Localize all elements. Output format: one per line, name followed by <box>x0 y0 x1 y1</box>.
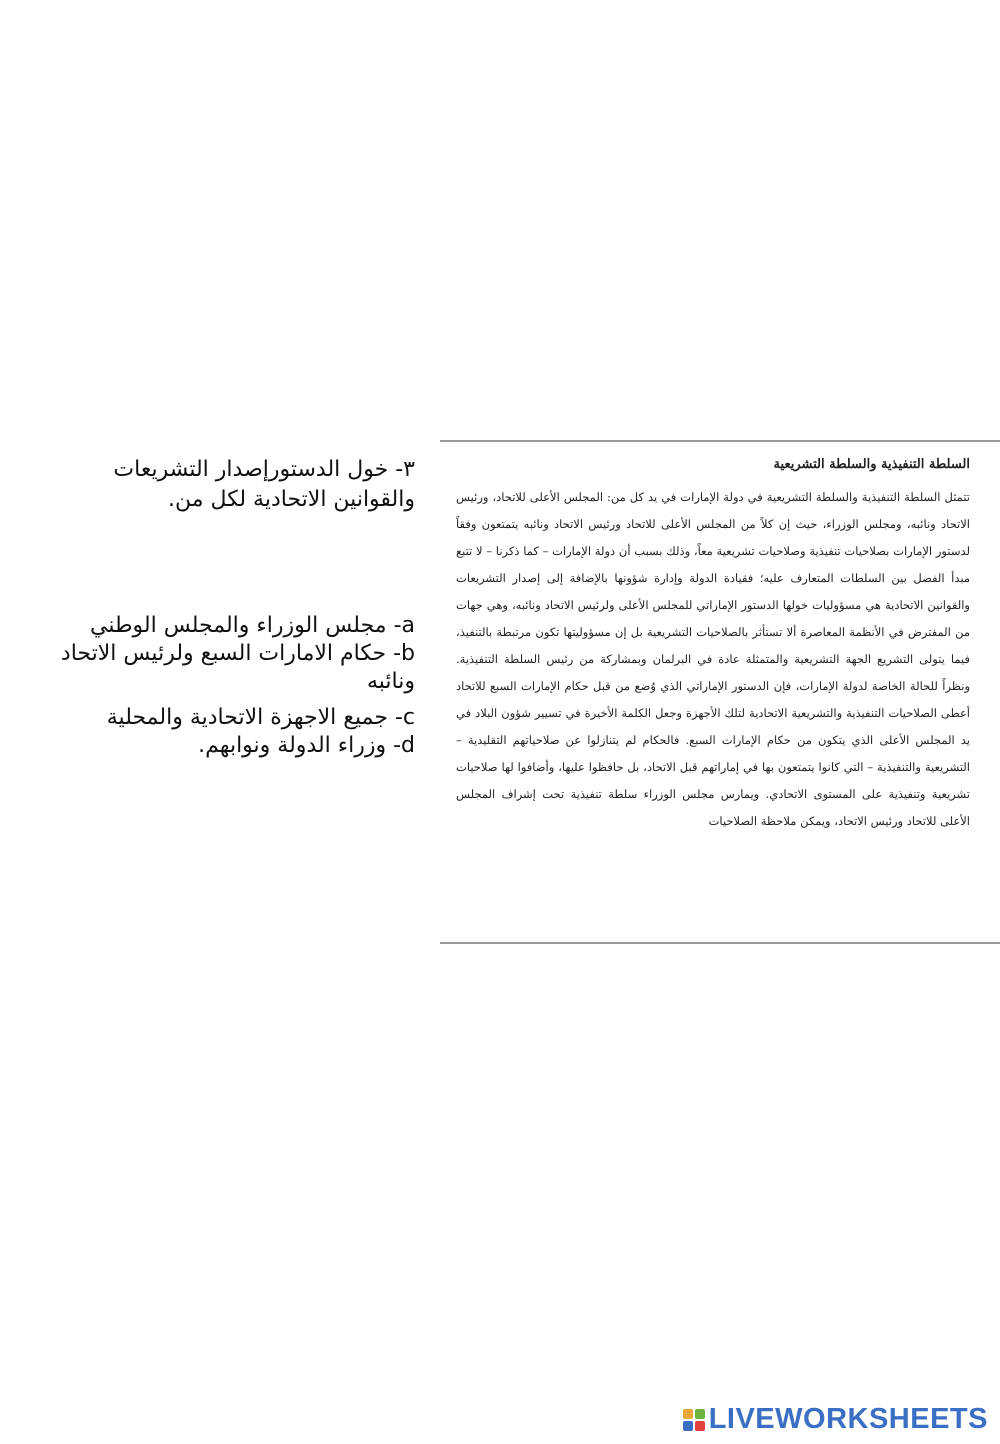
logo-tile <box>695 1421 705 1431</box>
logo-tile <box>683 1421 693 1431</box>
option-b[interactable]: b- حكام الامارات السبع ولرئيس الاتحاد ونائبه <box>60 641 415 694</box>
option-a[interactable]: a- مجلس الوزراء والمجلس الوطني <box>90 613 415 638</box>
excerpt-content <box>456 454 970 835</box>
question-title: ٣- خول الدستورإصدار التشريعات والقوانين الاتحادية لكل من. <box>113 457 415 512</box>
question-block <box>30 455 415 515</box>
option-d[interactable]: d- وزراء الدولة ونوابهم. <box>198 733 415 758</box>
excerpt-title: السلطة التنفيذية والسلطة التشريعية <box>773 457 970 472</box>
brand-name: LIVEWORKSHEETS <box>708 1403 988 1435</box>
answer-options <box>30 612 415 760</box>
liveworksheets-logo <box>683 1403 988 1436</box>
liveworksheets-logo-icon <box>683 1409 705 1431</box>
logo-tile <box>695 1409 705 1419</box>
excerpt-body: تتمثل السلطة التنفيذية والسلطة التشريعية في دولة الإمارات في يد كل من: المجلس الأعلى للاتحاد، ورئيس الاتحاد ونائبه، ومجلس الوزراء، حيث إن كلاً من المجلس الأعلى للاتحاد ورئيس الاتحاد ونائبه يتمتعون وفقاً لدستور الإمارات بصلاحيات تنفيذية وصلاحيات تشريعية معاً، وذلك بسبب أن دولة الإمارات – كما ذكرنا – لا تتبع مبدأ الفصل بين السلطات المتعارف عليه؛ فقيادة الدولة وإدارة شؤونها بالإضافة إلى إصدار التشريعات والقوانين الاتحادية هي مسؤوليات خولها الدستور الإماراتي للمجلس الأعلى ولرئيس الاتحاد ونائبه، وهي جهات من المفترض في الأنظمة المعاصرة ألا تستأثر بالصلاحيات التشريعية بل إن مسؤوليتها تكون مرتبطة بالتنفيذ، فيما يتولى التشريع الجهة التشريعية والمتمثلة عادة في البرلمان وبمشاركة من رئيس السلطة التنفيذية. ونظراً للحالة الخاصة لدولة الإمارات، فإن الدستور الإماراتي الذي وُضع من قبل حكام الإمارات السبع للاتحاد أعطى الصلاحيات التنفيذية والتشريعية الاتحادية لتلك الأجهزة وجعل الكلمة الأخيرة في تسيير شؤون البلاد في يد المجلس الأعلى الذي يتكون من حكام الإمارات السبع. فالحكام لم يتنازلوا عن صلاحياتهم التقليدية – التشريعية والتنفيذية – التي كانوا يتمتعون بها في إماراتهم قبل الاتحاد، بل حافظوا عليها، وأضافوا لها صلاحيات تشريعية وتنفيذية على المستوى الاتحادي. ويمارس مجلس الوزراء سلطة تنفيذية تحت إشراف المجلس الأعلى للاتحاد ورئيس الاتحاد، ويمكن ملاحظة الصلاحيات <box>456 490 970 828</box>
logo-tile <box>683 1409 693 1419</box>
option-c[interactable]: c- جميع الاجهزة الاتحادية والمحلية <box>106 705 415 730</box>
textbook-excerpt <box>440 440 1000 944</box>
